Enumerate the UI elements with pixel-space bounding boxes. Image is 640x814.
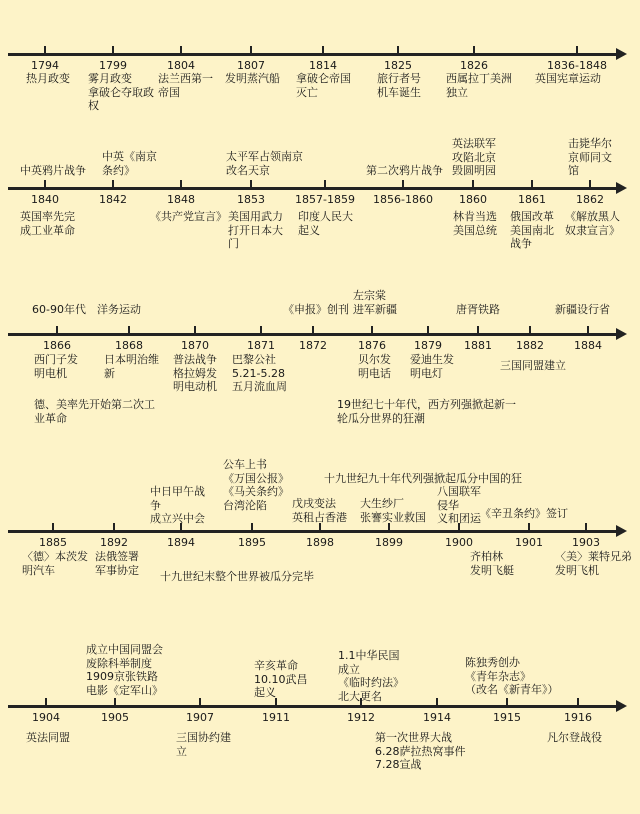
arrow-icon xyxy=(616,182,627,194)
event-label: 齐柏林 发明飞艇 xyxy=(470,550,514,577)
year-label: 1900 xyxy=(445,536,473,549)
timeline-axis xyxy=(8,187,616,190)
year-tick xyxy=(587,326,589,335)
year-label: 1882 xyxy=(516,339,544,352)
event-label: 1.1中华民国 成立 《临时约法》 北大更名 xyxy=(338,649,404,703)
event-label: 雾月政变 拿破仑夺取政 权 xyxy=(88,72,154,112)
event-label: 拿破仑帝国 灭亡 xyxy=(296,72,351,99)
year-tick xyxy=(250,180,252,189)
year-tick xyxy=(44,46,46,55)
event-label: 〈美〉莱特兄弟 发明飞机 xyxy=(555,550,632,577)
event-label: 洋务运动 xyxy=(97,303,141,316)
event-label: 击毙华尔 京师同文 馆 xyxy=(568,137,612,177)
timeline-axis xyxy=(8,530,616,533)
event-label: 新疆设行省 xyxy=(555,303,610,316)
event-label: 西属拉丁美洲 独立 xyxy=(446,72,512,99)
year-tick xyxy=(473,46,475,55)
year-tick xyxy=(312,326,314,335)
year-label: 1911 xyxy=(262,711,290,724)
year-label: 1826 xyxy=(460,59,488,72)
event-label: 辛亥革命 10.10武昌 起义 xyxy=(254,659,308,699)
event-label: 公车上书 《万国公报》 《马关条约》 台湾沦陷 xyxy=(223,458,289,512)
year-label: 1825 xyxy=(384,59,412,72)
event-label: 大生纱厂 张謇实业救国 xyxy=(360,497,426,524)
year-tick xyxy=(576,46,578,55)
event-label: 中英《南京 条约》 xyxy=(102,150,157,177)
year-tick xyxy=(585,523,587,532)
year-tick xyxy=(506,698,508,707)
event-label: 德、美率先开始第二次工 业革命 xyxy=(34,398,155,425)
year-tick xyxy=(113,523,115,532)
year-tick xyxy=(477,326,479,335)
event-label: 英国宪章运动 xyxy=(535,72,601,85)
event-label: 英法联军 攻陷北京 毁圆明园 xyxy=(452,137,496,177)
year-label: 1904 xyxy=(32,711,60,724)
event-label: 法兰西第一 帝国 xyxy=(158,72,213,99)
year-label: 1857-1859 xyxy=(295,193,355,206)
year-tick xyxy=(319,523,321,532)
event-label: 日本明治维 新 xyxy=(104,353,159,380)
year-label: 1794 xyxy=(31,59,59,72)
year-label: 1848 xyxy=(167,193,195,206)
timeline-axis xyxy=(8,705,616,708)
year-tick xyxy=(112,46,114,55)
event-label: 印度人民大 起义 xyxy=(298,210,353,237)
year-label: 1895 xyxy=(238,536,266,549)
timeline-axis xyxy=(8,53,616,56)
event-label: 60-90年代 xyxy=(32,303,86,316)
year-label: 1862 xyxy=(576,193,604,206)
year-label: 1807 xyxy=(237,59,265,72)
year-tick xyxy=(112,180,114,189)
arrow-icon xyxy=(616,328,627,340)
year-label: 1881 xyxy=(464,339,492,352)
year-tick xyxy=(371,326,373,335)
event-label: 左宗棠 进军新疆 xyxy=(353,289,397,316)
event-label: 戊戌变法 英租占香港 xyxy=(292,497,347,524)
year-label: 1842 xyxy=(99,193,127,206)
arrow-icon xyxy=(616,48,627,60)
year-label: 1899 xyxy=(375,536,403,549)
year-tick xyxy=(436,698,438,707)
event-label: 第二次鸦片战争 xyxy=(366,164,443,177)
year-label: 1870 xyxy=(181,339,209,352)
year-label: 1915 xyxy=(493,711,521,724)
event-label: 《辛丑条约》签订 xyxy=(480,507,568,520)
year-tick xyxy=(388,523,390,532)
event-label: 十九世纪九十年代列强掀起瓜分中国的狂 xyxy=(324,472,522,485)
year-tick xyxy=(402,180,404,189)
event-label: 旅行者号 机车诞生 xyxy=(377,72,421,99)
event-label: 《申报》创刊 xyxy=(283,303,349,316)
year-tick xyxy=(52,523,54,532)
year-tick xyxy=(577,698,579,707)
year-label: 1804 xyxy=(167,59,195,72)
year-label: 1898 xyxy=(306,536,334,549)
event-label: 成立中国同盟会 废除科举制度 1909京张铁路 电影《定军山》 xyxy=(86,643,163,697)
event-label: 热月政变 xyxy=(26,72,70,85)
year-tick xyxy=(324,180,326,189)
year-tick xyxy=(194,326,196,335)
year-label: 1905 xyxy=(101,711,129,724)
event-label: 法俄签署 军事协定 xyxy=(95,550,139,577)
year-label: 1879 xyxy=(414,339,442,352)
year-label: 1860 xyxy=(459,193,487,206)
event-label: 《共产党宣言》 xyxy=(150,210,227,223)
year-label: 1799 xyxy=(99,59,127,72)
year-label: 1914 xyxy=(423,711,451,724)
event-label: 八国联军 侵华 义和团运 xyxy=(437,485,481,525)
event-label: 19世纪七十年代，西方列强掀起新一 轮瓜分世界的狂潮 xyxy=(337,398,516,425)
year-label: 1853 xyxy=(237,193,265,206)
event-label: 《解放黑人 奴隶宣言》 xyxy=(565,210,620,237)
event-label: 〈德〉本茨发 明汽车 xyxy=(22,550,88,577)
year-label: 1871 xyxy=(247,339,275,352)
year-tick xyxy=(260,326,262,335)
event-label: 林肯当选 美国总统 xyxy=(453,210,497,237)
event-label: 美国用武力 打开日本大 门 xyxy=(228,210,283,250)
event-label: 普法战争 格拉姆发 明电动机 xyxy=(173,353,217,393)
event-label: 发明蒸汽船 xyxy=(225,72,280,85)
year-label: 1876 xyxy=(358,339,386,352)
arrow-icon xyxy=(616,700,627,712)
year-tick xyxy=(531,180,533,189)
year-label: 1868 xyxy=(115,339,143,352)
event-label: 巴黎公社 5.21-5.28 五月流血周 xyxy=(232,353,287,393)
event-label: 中日甲午战 争 成立兴中会 xyxy=(150,485,205,525)
year-label: 1907 xyxy=(186,711,214,724)
year-label: 1861 xyxy=(518,193,546,206)
year-tick xyxy=(322,46,324,55)
year-tick xyxy=(114,698,116,707)
year-label: 1856-1860 xyxy=(373,193,433,206)
year-label: 1836-1848 xyxy=(547,59,607,72)
year-tick xyxy=(529,326,531,335)
arrow-icon xyxy=(616,525,627,537)
year-label: 1892 xyxy=(100,536,128,549)
event-label: 太平军占领南京 改名天京 xyxy=(226,150,303,177)
year-label: 1916 xyxy=(564,711,592,724)
year-tick xyxy=(180,46,182,55)
year-tick xyxy=(472,180,474,189)
event-label: 西门子发 明电机 xyxy=(34,353,78,380)
event-label: 俄国改革 美国南北 战争 xyxy=(510,210,554,250)
event-label: 陈独秀创办 《青年杂志》 （改名《新青年》） xyxy=(465,656,559,696)
event-label: 三国协约建 立 xyxy=(176,731,231,758)
event-label: 爱迪生发 明电灯 xyxy=(410,353,454,380)
event-label: 三国同盟建立 xyxy=(500,359,566,372)
year-tick xyxy=(45,698,47,707)
event-label: 第一次世界大战 6.28萨拉热窝事件 7.28宣战 xyxy=(375,731,466,771)
year-label: 1884 xyxy=(574,339,602,352)
year-tick xyxy=(589,180,591,189)
year-label: 1840 xyxy=(31,193,59,206)
year-label: 1872 xyxy=(299,339,327,352)
year-label: 1894 xyxy=(167,536,195,549)
year-label: 1903 xyxy=(572,536,600,549)
year-label: 1885 xyxy=(39,536,67,549)
year-tick xyxy=(397,46,399,55)
year-tick xyxy=(250,46,252,55)
event-label: 英国率先完 成工业革命 xyxy=(20,210,75,237)
year-tick xyxy=(199,698,201,707)
year-tick xyxy=(251,523,253,532)
event-label: 英法同盟 xyxy=(26,731,70,744)
year-tick xyxy=(427,326,429,335)
event-label: 中英鸦片战争 xyxy=(20,164,86,177)
year-label: 1814 xyxy=(309,59,337,72)
year-label: 1912 xyxy=(347,711,375,724)
event-label: 贝尔发 明电话 xyxy=(358,353,391,380)
year-label: 1866 xyxy=(43,339,71,352)
year-tick xyxy=(528,523,530,532)
year-tick xyxy=(180,180,182,189)
year-tick xyxy=(56,326,58,335)
year-label: 1901 xyxy=(515,536,543,549)
year-tick xyxy=(128,326,130,335)
event-label: 十九世纪末整个世界被瓜分完毕 xyxy=(160,570,314,583)
event-label: 唐胥铁路 xyxy=(456,303,500,316)
year-tick xyxy=(44,180,46,189)
event-label: 凡尔登战役 xyxy=(547,731,602,744)
